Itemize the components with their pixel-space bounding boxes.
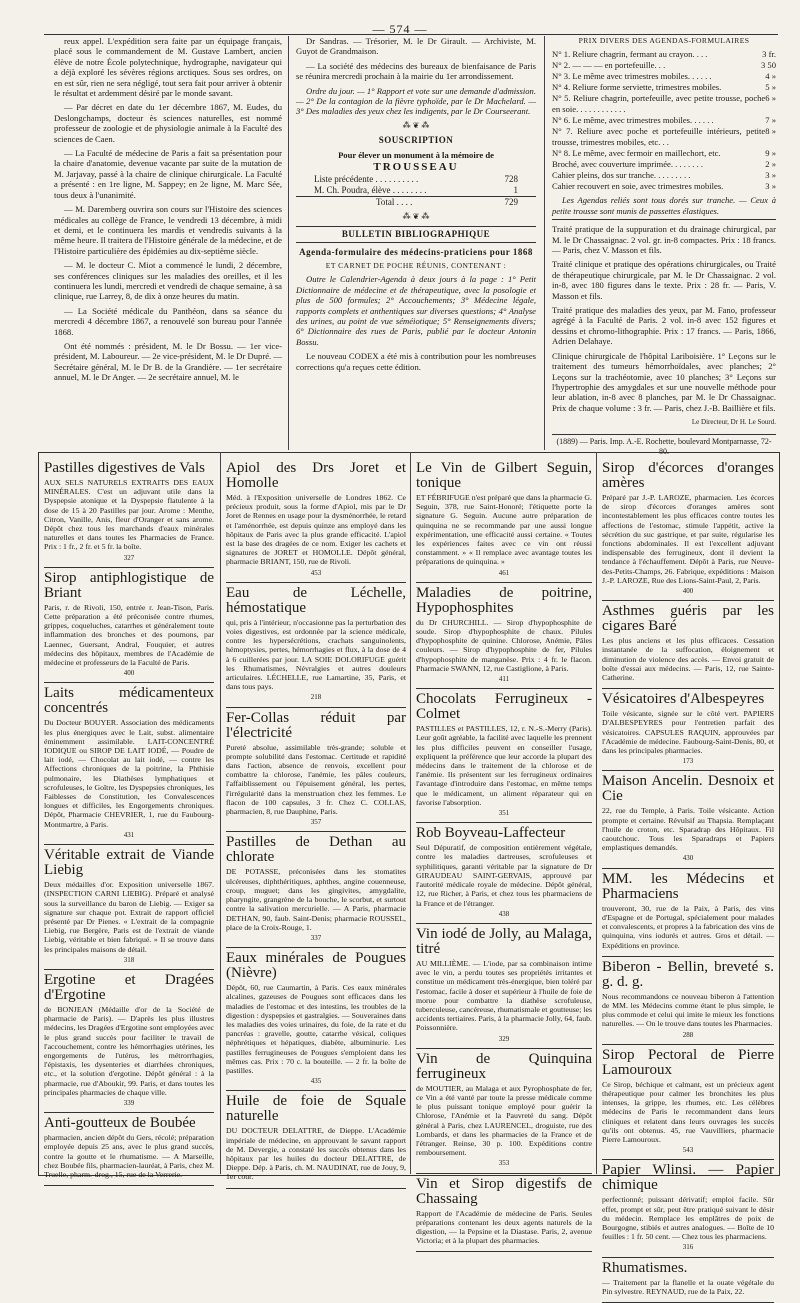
ad-column-1 bbox=[44, 458, 214, 1179]
ad-column-divider bbox=[410, 452, 411, 1174]
ad-number: 329 bbox=[498, 1034, 510, 1043]
ad-body: Seul Dépuratif, de composition entièrement végétale, contre les maladies dartreuses, scrofuleuses et syphilitiques, garanti véritable par la signature de Dr GIRAUDEAU SAINT-GERVAIS, approuvé par l'autorité médicale royale de médecine. Dépôt général, 12, rue Richer, à Paris, et chez tous les pharmaciens de la France et de l'étranger. bbox=[416, 843, 592, 908]
row-label: Broché, avec couverture imprimée. . . . . . . . bbox=[552, 159, 704, 170]
ad-number: 316 bbox=[682, 1243, 694, 1252]
news-paragraph: Ont été nommés : président, M. le Dr Bossu. — 1er vice-président, M. Laboureur. — 2e vice-président, M. le Dr Dupré. — Secrétaire général, M. le Dr B. de la Grandière. — 1er secrétaire annuel, M. le Dr Anger. — 2e secrétaire annuel, M. le bbox=[54, 340, 282, 383]
column-prices bbox=[552, 36, 776, 456]
price-row bbox=[552, 159, 776, 170]
price-row bbox=[552, 170, 776, 181]
ad-body: DU DOCTEUR DELATTRE, de Dieppe. L'Académie impériale de médecine, en approuvant le savant rapport de M. Devergie, a constaté les succès obtenus dans les hôpitaux par les huiles du docteur DELATTRE, de Dieppe. Dép. à Paris, ch. M. NAUDINAT, rue de Jouy, 9, 1er cour. bbox=[226, 1126, 406, 1182]
ad-number: 400 bbox=[123, 669, 135, 678]
ad-body: Dépôt, 60, rue Caumartin, à Paris. Ces eaux minérales alcalines, gazeuses de Pougues sont efficaces dans les maladies de l'estomac et des intestins, les troubles de la digestion : dyspepsies et gastralgies. — Souveraines dans les maladies des voies urinaires, du foie, de la rate et du pancréas : gravelle, goutte, catarrhe vésical, coliques néphrétiques et hépatiques, diabète, albuminurie. Les pastilles ferrugineuses de Pougues s'emploient dans les mêmes cas. Prix : 70 c. la bouteille. — 2 fr. la boîte de pastilles. bbox=[226, 983, 406, 1075]
ad-title: MM. les Médecins et Pharmaciens bbox=[602, 870, 774, 902]
ad-title: Rob Boyveau-Laffecteur bbox=[416, 825, 566, 842]
ad-body: AUX SELS NATURELS EXTRAITS DES EAUX MINÉRALES. C'est un adjuvant utile dans la Dyspepsie atonique et la Dyspepsie flatulente à la dose de 15 à 20 Pastilles par jour. Arome : Menthe, Citron, Vanille, Anis, fleur d'Oranger et sans arome. Dépôt chez tous les marchands d'eaux minérales naturelles et dans toutes les Pharmacies de France. Prix : 1 fr., 2 fr. et 5 fr. la boîte. bbox=[44, 478, 214, 552]
news-paragraph: Ordre du jour. — 1° Rapport et vote sur une demande d'admission. — 2° De la contagion de la fièvre typhoïde, par le Dr Machelard. — 3° Des maladies des yeux chez les indigents, par le Dr Courseerant. bbox=[296, 85, 536, 117]
ad-number: 337 bbox=[310, 933, 322, 942]
imprint-line: (1889) — Paris. Imp. A.-E. Rochette, boulevard Montparnasse, 72-80. bbox=[552, 434, 776, 458]
subscription-row bbox=[296, 174, 536, 184]
agenda-text: Outre le Calendrier-Agenda à deux jours à la page : 1° Petit Dictionnaire de médecine et de thérapeutique, avec la posologie et plus de 500 formules; 2° Accouchements; 3° Médecine légale, rapports complets et anthentiques sur diverses questions; 4° Analyse des urines, au point de vue séméiotique; 5° Renseignements divers; 6° Dictionnaire des rues de Paris, publié par le docteur Antonin Bossu. bbox=[296, 274, 536, 347]
ad-number: 339 bbox=[123, 1098, 135, 1107]
row-label: N° 3. Le même avec trimestres mobiles. . . . . . bbox=[552, 71, 712, 82]
ad-title: Le Vin de Gilbert Seguin, tonique bbox=[416, 460, 592, 491]
ad-body: du Dr CHURCHILL. — Sirop d'hypophosphite de soude. Sirop d'hypophosphite de chaux. Pilules d'hypophosphite de quinine. Chlorose, Anémie, Pâles couleurs. — Sirop d'hypophosphite de fer, Pilules d'hypophosphite de manganèse. Prix : 4 fr. le flacon. Pharmacie SWANN, 12, rue Castiglione, à Paris. bbox=[416, 617, 592, 673]
price-row bbox=[552, 115, 776, 126]
advertisement bbox=[44, 1113, 214, 1186]
ad-body: ET FÉBRIFUGE n'est préparé que dans la pharmacie G. Seguin, 378, rue Saint-Honoré; l'étiquette porte la signature G. Seguin. Aucune autre préparation de quinquina ne se recommande par une aussi longue expérimentation, une efficacité aussi certaine. « Toutes les expériences faites avec ce vin ont réussi constamment. » « Il remplace avec avantage toutes les préparations de quinquina. » bbox=[416, 493, 592, 567]
price-row bbox=[552, 71, 776, 82]
advertisement bbox=[416, 823, 592, 924]
ad-body: perfectionné; puissant dérivatif; emploi facile. Sûr effet, prompt et sûr, peut être pratiqué suivant le désir du médecin. Remplace les emplâtres de poix de Bourgogne, stibiés et autres analogues. — Boîte de 10 feuilles : 1 fr. 50 cent. — Chez tous les pharmaciens. bbox=[602, 1195, 774, 1242]
row-value: 8 » bbox=[765, 126, 776, 137]
ad-number: 173 bbox=[682, 757, 694, 766]
subscription-title: SOUSCRIPTION bbox=[378, 135, 454, 146]
ad-title: Ergotine et Dragées d'Ergotine bbox=[44, 971, 214, 1003]
ad-number: 435 bbox=[310, 1077, 322, 1086]
advertisement bbox=[44, 568, 214, 684]
advertisement bbox=[44, 683, 214, 845]
ad-title: Rhumatismes. bbox=[602, 1259, 688, 1276]
news-paragraph: reux appel. L'expédition sera faite par un équipage français, placé sous le commandement de M. Gustave Lambert, ancien élève de notre École polytechnique, hydrographe, navigateur qui a déjà exploré les sévères régions arctiques. Sous ses ordres, on en est sûr, rien ne sera négligé, tout sera fait pour arriver à obtenir le résultat et ardemment désiré par le monde savant. bbox=[54, 36, 282, 99]
ad-column-3 bbox=[416, 458, 593, 1246]
row-value: 2 » bbox=[765, 159, 776, 170]
advertisement bbox=[602, 869, 774, 957]
advertisement bbox=[602, 771, 774, 868]
row-label: M. Ch. Poudra, élève . . . . . . . . bbox=[314, 184, 427, 195]
column-news-left bbox=[54, 36, 282, 452]
ad-number: 218 bbox=[310, 693, 322, 702]
advertisement bbox=[602, 957, 774, 1045]
advertisement bbox=[602, 1160, 774, 1257]
ad-column-2 bbox=[226, 458, 406, 1182]
ad-number: 353 bbox=[498, 1159, 510, 1168]
subscription-subtitle: Pour élever un monument à la mémoire de bbox=[338, 149, 494, 160]
ad-body: qui, pris à l'intérieur, n'occasionne pas la perturbation des voies digestives, est ordonnée par la science médicale, contre les hypersécrétions, crachats sanguinolents, hémoptysies, pertes, hémorrhagies et flux, à la dose de 4 à 6 cuillerées par jour. LA SOIE DOLORIFUGE guérit les Rhumatismes, Névralgies et autres douleurs articulaires. LÉCHELLE, rue Lamartine, 35, Paris, et dans tous pays. bbox=[226, 617, 406, 692]
prices-note: Les Agendas reliés sont tous dorés sur tranche. — Ceux à petite trousse sont munis de passettes élastiques. bbox=[552, 195, 776, 220]
advertisement bbox=[44, 970, 214, 1113]
ad-number: 318 bbox=[123, 955, 135, 964]
ad-number: 288 bbox=[682, 1030, 694, 1039]
ornament: ⁂ ❦ ⁂ bbox=[402, 211, 430, 221]
advertisement bbox=[416, 1049, 592, 1174]
ad-body: Méd. à l'Exposition universelle de Londres 1862. Ce précieux produit, sous la forme d'Apiol, mis par le Dr Joret de Rennes en usage pour la dysménorrhée, le retard et l'aménorrhée, est depuis quinze ans employé dans les hôpitaux de Paris avec la plus grande efficacité. L'apiol est la base des dragées de ce nom. Exiger les cachets et signatures de JORET et HOMOLLE. Dépôt général, pharmacie BRIANT, 150, rue de Rivoli. bbox=[226, 493, 406, 567]
ad-title: Asthmes guéris par les cigares Baré bbox=[602, 603, 774, 635]
ad-title: Vin et Sirop digestifs de Chassaing bbox=[416, 1175, 592, 1207]
row-value: 3 » bbox=[765, 181, 776, 192]
ad-number: 357 bbox=[310, 818, 322, 827]
ad-body: de MOUTIER, au Malaga et aux Pyrophosphate de fer, ce Vin a été vanté par toute la presse médicale comme le plus puissant tonique employé pour guérir la Chlorose, l'Anémie et la Pauvreté du sang. Dépôt général à Paris, chez LAURENCEL, droguiste, rue des Lombards, et dans les pharmacies de la France et de l'étranger. Reinse, 30 p. 100. Expéditions contre remboursement. bbox=[416, 1083, 592, 1158]
ad-title: Chocolats Ferrugineux - Colmet bbox=[416, 691, 592, 723]
ad-title: Apiol des Drs Joret et Homolle bbox=[226, 460, 406, 491]
advertisement bbox=[416, 924, 592, 1049]
advertisement bbox=[602, 1258, 774, 1303]
news-paragraph: Dr Sandras. — Trésorier, M. le Dr Girault. — Archiviste, M. Guyot de Grandmaison. bbox=[296, 36, 536, 57]
ad-body: 22, rue du Temple, à Paris. Toile vésicante. Action prompte et certaine. Révulsif au Thapsia. Remplaçant l'huile de croton, etc. Sparadrap des Hôpitaux. Fil caoutchouc. Tous les Sparadraps et Papiers emplastiques demandés. bbox=[602, 806, 774, 853]
ad-title: Eaux minérales de Pougues (Nièvre) bbox=[226, 950, 406, 982]
advertisement bbox=[226, 458, 406, 583]
row-value: 9 » bbox=[765, 148, 776, 159]
price-row bbox=[552, 93, 776, 115]
agenda-title: Agenda-formulaire des médecins-praticiens pour 1868 bbox=[299, 246, 533, 257]
row-value: 7 » bbox=[765, 115, 776, 126]
advertisement bbox=[602, 689, 774, 771]
agenda-subtitle: ET CARNET DE POCHE RÉUNIS, CONTENANT : bbox=[325, 260, 507, 270]
ad-title: Sirop d'écorces d'oranges amères bbox=[602, 460, 774, 491]
ad-body: Deux médailles d'or. Exposition universelle 1867. (INSPECTION CARNI LIEBIG). Préparé et analysé sous la surveillance du baron de Liebig. — Exiger sa signature sur chaque pot. Extrait de rapport officiel présenté par Dr Pienes. « L'extrait de la compagnie Liebig, rue Bergère, Paris est de l'extrait de viande Liebig, véritable et bien fabriqué. » Il se trouve dans les principales maisons de détail. bbox=[44, 880, 214, 954]
news-paragraph: — M. Daremberg ouvrira son cours sur l'Histoire des sciences médicales au collège de France, le vendredi 13 décembre, à midi et demi, et le continuera les mardis et vendredis suivants à la même heure. Il traitera de l'Histoire générale de la médecine, et de l'Histoire particulière des épidémies au dix-septième siècle. bbox=[54, 204, 282, 256]
subscription-name: TROUSSEAU bbox=[373, 161, 459, 174]
ad-body: DE POTASSE, préconisées dans les stomatites ulcéreuses, diphthéritiques, aphthes, angine couenneuse, croup, muguet; dans les gingivites, amygdalite, pharyngite, grangrène de la bouche, le scorbut, et surtout contre la salivation mercurielle. — A Paris, pharmacie DETHAN, 90, faub. Saint-Denis; pharmacie ROUSSEL, place de la Croix-Rouge, 1. bbox=[226, 867, 406, 932]
price-row bbox=[552, 126, 776, 148]
news-paragraph: — La Faculté de médecine de Paris a fait sa présentation pour la chaire d'anatomie, devenue vacante par suite de la mutation de M. Jarjavay, passé à la chaire de clinique chirurgicale. La Faculté a présenté : en 1re ligne, M. Sappey; en 2e ligne, M. Marc Sée, tous deux à l'unanimité. bbox=[54, 148, 282, 200]
row-value: 3 » bbox=[765, 170, 776, 181]
ad-title: Papier Wlinsi. — Papier chimique bbox=[602, 1162, 774, 1194]
ad-title: Pastilles digestives de Vals bbox=[44, 460, 205, 476]
news-paragraph: — La société des médecins des bureaux de bienfaisance de Paris se réunira mercredi prochain à la mairie du 1er arrondissement. bbox=[296, 60, 536, 82]
row-label: N° 8. Le même, avec fermoir en maillechort, etc. bbox=[552, 148, 721, 159]
row-label: N° 4. Reliure forme serviette, trimestres mobiles. bbox=[552, 82, 722, 93]
ad-body: Paris, r. de Rivoli, 150, entrée r. Jean-Tison, Paris. Cette préparation a été préconisée contre rhumes, grippes, coqueluches, catarrhes et généralement toute inflammation des bronches et des poumons, par Laennec, Guersant, Andral, Fouquier, et autres médecins des hôpitaux, membres de l'Académie de médecine et professeurs de la Faculté de Paris. bbox=[44, 602, 214, 668]
row-label: N° 5. Reliure chagrin, portefeuille, avec petite trousse, poche en soie. . . . . . . . . . . . bbox=[552, 93, 766, 115]
ad-title: Vin de Quinquina ferrugineux bbox=[416, 1050, 592, 1082]
row-value: 3 50 bbox=[760, 60, 776, 71]
ad-title: Pastilles de Dethan au chlorate bbox=[226, 834, 406, 866]
book-reference: Traité clinique et pratique des opérations chirurgicales, ou Traité de thérapeutique chirurgicale, par M. le Dr Chassaignac. 2 vol. in-8, avec 180 figures dans le texte. Prix : 28 fr. — Paris, V. Masson et fils. bbox=[552, 259, 776, 301]
ad-number: 453 bbox=[310, 568, 322, 577]
ad-title: Laits médicamenteux concentrés bbox=[44, 685, 214, 717]
ad-title: Anti-goutteux de Boubée bbox=[44, 1115, 196, 1132]
price-row bbox=[552, 60, 776, 71]
row-value: 1 bbox=[513, 184, 518, 195]
advertisement bbox=[226, 1091, 406, 1188]
news-paragraph: — Par décret en date du 1er décembre 1867, M. Eudes, du Deslongchamps, docteur ès sciences naturelles, est nommé professeur de zoologie et de physiologie animale à la Faculté des sciences de Caen. bbox=[54, 102, 282, 144]
row-label: N° 2. — — — en portefeuille. . . bbox=[552, 60, 666, 71]
subscription-row bbox=[296, 185, 536, 195]
price-row bbox=[552, 181, 776, 192]
book-reference: Traité pratique des maladies des yeux, par M. Fano, professeur agrégé à la Faculté de Paris. 2 vol. in-8 avec 152 figures et dessins et chromo-lithographie. Prix : 17 francs. — Paris, 1866, Adrien Delahaye. bbox=[552, 305, 776, 347]
advertisement bbox=[416, 689, 592, 823]
subscription-total bbox=[296, 196, 536, 207]
ad-number: 461 bbox=[498, 568, 510, 577]
ad-title: Maison Ancelin. Desnoix et Cie bbox=[602, 773, 774, 805]
ad-column-4 bbox=[602, 458, 774, 1296]
advertisement bbox=[416, 1174, 592, 1253]
column-news-middle bbox=[296, 36, 536, 452]
ad-body: Les plus anciens et les plus efficaces. Cessation instantanée de la suffocation, éloignement et diminution de violence des accès. — Envoi gratuit de boîte d'essai aux médecins. — Paris, 12, rue Sainte-Catherine. bbox=[602, 636, 774, 683]
news-paragraph: — La Société médicale du Panthéon, dans sa séance du mercredi 4 décembre 1867, a renouvelé son bureau pour l'année 1868. bbox=[54, 305, 282, 337]
ad-body: Pureté absolue, assimilable très-grande; soluble et prompte solubilité dans l'estomac. Certitude et rapidité dans l'action, absence de renvois, excellent pour combattre la chlorose, l'anémie, les pâles couleurs, l'affaiblissement ou l'épuisement général, les pertes, l'irrégularité dans la menstruation chez les femmes. Le flacon de 100 capsules, 3 fr. Chez C. COLLAS, pharmacien, 8, rue Dauphine, Paris. bbox=[226, 742, 406, 817]
row-value: 6 » bbox=[765, 93, 776, 104]
header-rule bbox=[44, 34, 778, 35]
ad-title: Vésicatoires d'Albespeyres bbox=[602, 691, 765, 708]
row-value: 3 fr. bbox=[762, 49, 776, 60]
row-value: 729 bbox=[504, 197, 518, 208]
ad-title: Sirop Pectoral de Pierre Lamouroux bbox=[602, 1046, 774, 1078]
ad-body: trouveront, 30, rue de la Paix, à Paris, des vins d'Espagne et de Portugal, spécialement pour malades et convalescents, et propres à la fabrication des vins de quinquina, vins iodurés et autres. Gros et détail. — Expéditions en province. bbox=[602, 903, 774, 950]
ad-body: pharmacien, ancien dépôt du Gers, récolé; préparation employée depuis 25 ans, avec le plus grand succès, contre la goutte et le rhumatisme. — A Marseille, chez Boubée fils, pharmacien-lauréat, à Paris, chez M. Truelle, pharm.-drog., 15, rue de la Verrerie. bbox=[44, 1133, 214, 1179]
advertisement bbox=[226, 948, 406, 1091]
news-paragraph: — M. le docteur C. Miot a commencé le lundi, 2 décembre, ses conférences cliniques sur les maladies des oreilles, et il les continuera les lundi, mercredi et vendredi de chaque semaine, à sa clinique, rue Larrey, 8, de dix à onze heures du matin. bbox=[54, 260, 282, 302]
column-divider bbox=[544, 36, 545, 450]
ad-title: Biberon - Bellin, breveté s. g. d. g. bbox=[602, 958, 774, 990]
row-label: Liste précédente . . . . . . . . . . bbox=[314, 174, 419, 185]
advertisement bbox=[226, 832, 406, 948]
ad-title: Fer-Collas réduit par l'électricité bbox=[226, 709, 406, 741]
row-value: 728 bbox=[504, 174, 518, 185]
row-label: Cahier pleins, dos sur tranche. . . . . . . . . bbox=[552, 170, 691, 181]
price-row bbox=[552, 49, 776, 60]
ad-body: Toile vésicante, signée sur le côté vert. PAPIERS D'ALBESPEYRES pour l'entretien parfait des vésicatoires. CAPSULES RAQUIN, approuvées par l'Académie de médecine. Faubourg-Saint-Denis, 80, et dans les principales pharmacies. bbox=[602, 709, 774, 756]
row-label: N° 7. Reliure avec poche et portefeuille intérieurs, petite trousse, trimestres mobiles, etc. . . bbox=[552, 126, 766, 148]
advertisement bbox=[416, 583, 592, 689]
row-value: 5 » bbox=[765, 82, 776, 93]
ad-column-divider bbox=[596, 452, 597, 1174]
ad-body: Préparé par J.-P. LAROZE, pharmacien. Les écorces de sirop d'écorces d'oranges amères sont incontestablement les plus efficaces contre toutes les affections de l'estomac, stimule l'appétit, active la sécrétion du suc gastrique, et par suite, régularise les fonctions abdominales. Il est l'excellent adjuvant indispensable des ferrugineux, dont il devient la tendance à l'échauffement. Dépôt à Paris, rue Neuve-des-Petits-Champs, 26. Fabrique, expéditions : Maison J.-P. LAROZE, Rue des Lions-Saint-Paul, 2, Paris. bbox=[602, 493, 774, 585]
ad-body: AU MILLIÈME. — L'iode, par sa combinaison intime avec le vin, a perdu toutes ses propriétés irritantes et constitue un médicament très-énergique, bien toléré par l'estomac, facile à doser et supérieur à l'huile de foie de morue pour combattre la diathèse scrofuleuse, tuberculeuse, cancéreuse, rhumatismale et goutteuse; les accidents tertiaires. Paris, à la pharmacie Jolly, 64, faub. Poissonnière. bbox=[416, 958, 593, 1033]
page-number: — 574 — bbox=[372, 22, 428, 36]
advertisement bbox=[226, 583, 406, 708]
ad-body: Rapport de l'Académie de médecine de Paris. Seules préparations contenant les deux agents naturels de la digestion, — la Pepsine et la Diastase. Paris, 2, avenue Victoria; et à la plupart des pharmacies. bbox=[416, 1208, 592, 1246]
row-label: N° 6. Le même, avec trimestres mobiles. . . . . . bbox=[552, 115, 714, 126]
price-row bbox=[552, 82, 776, 93]
editor-signature: Le Directeur, Dr H. Le Sourd. bbox=[691, 418, 776, 427]
ad-title: Sirop antiphlogistique de Briant bbox=[44, 569, 214, 601]
ad-number: 543 bbox=[682, 1146, 694, 1155]
ad-number: 430 bbox=[682, 854, 694, 863]
row-label: Total . . . . bbox=[376, 197, 413, 208]
book-reference: Traité pratique de la suppuration et du drainage chirurgical, par M. le Dr Chassaignac. 2 vol. gr. in-8 compactes. Prix : 18 francs. — Paris, chez V. Masson et fils. bbox=[552, 224, 776, 256]
ad-body: Nous recommandons ce nouveau biberon à l'attention de MM. les Médecins comme étant le plus simple, le plus commode et celui qui imite le mieux les fonctions naturelles. — On le trouve dans toutes les Pharmacies. bbox=[602, 991, 774, 1029]
ad-number: 400 bbox=[682, 587, 694, 596]
ad-body: — Traitement par la flanelle et la ouate végétale du Pin sylvestre. REYNAUD, rue de la Paix, 22. bbox=[602, 1277, 774, 1296]
ad-number: 411 bbox=[498, 675, 510, 684]
ad-body: Du Docteur BOUYER. Association des médicaments les plus énergiques avec le Lait, subst. alimentaire éminemment assimilable. LAIT-CONCENTRÉ IODIQUE ou SIROP DE LAIT IODÉ, — Poudre de lait iodé, — Chocolat au lait iodé, — contre les Affections chroniques de la poitrine, la Phthisie pulmonaire, les Diathèses lymphatiques et scrofuleuses, le Goître, les Dyspepsies chroniques, les Faiblesses de Constitution, les Convalescences longues et difficiles, les Engorgements chroniques. Dépôt, Pharmacie CHEVRIER, 1, rue du Faubourg-Montmartre, à Paris. bbox=[44, 718, 214, 829]
book-reference: Clinique chirurgicale de l'hôpital Lariboisière. 1° Leçons sur le traitement des tumeurs hémorrhoïdales, avec planches; 2° Leçons sur la trachéotomie, avec 10 planches; 3° Leçons sur l'hypertrophie des amygdales et sur une nouvelle méthode pour leur ablation, in-8 avec 8 planches, par M. le Dr Chassaignac. Prix de chaque volume : 3 fr. — Paris, chez J.-B. Baillière et fils. bbox=[552, 350, 776, 413]
ad-title: Vin iodé de Jolly, au Malaga, titré bbox=[416, 925, 592, 957]
ad-number: 438 bbox=[498, 909, 510, 918]
ad-title: Véritable extrait de Viande Liebig bbox=[44, 847, 214, 879]
advertisement bbox=[602, 458, 774, 601]
row-value: 4 » bbox=[765, 71, 776, 82]
ad-number: 327 bbox=[123, 553, 135, 562]
column-divider bbox=[288, 36, 289, 450]
advertisement bbox=[602, 1045, 774, 1161]
advertisement bbox=[602, 601, 774, 689]
ad-number: 431 bbox=[123, 830, 135, 839]
advertisement bbox=[416, 458, 592, 583]
ad-column-divider bbox=[220, 452, 221, 1174]
agenda-text: Le nouveau CODEX a été mis à contribution pour les nombreuses corrections qu'a reçues cette édition. bbox=[296, 351, 536, 372]
ad-number: 351 bbox=[498, 809, 510, 818]
row-label: N° 1. Reliure chagrin, fermant au crayon. . . . bbox=[552, 49, 708, 60]
advertisement bbox=[44, 845, 214, 970]
advertisement bbox=[44, 458, 214, 568]
bulletin-title: BULLETIN BIBLIOGRAPHIQUE bbox=[296, 226, 536, 242]
ad-title: Maladies de poitrine, Hypophosphites bbox=[416, 584, 592, 616]
prices-title: PRIX DIVERS DES AGENDAS-FORMULAIRES bbox=[578, 36, 750, 45]
row-label: Cahier recouvert en soie, avec trimestres mobiles. bbox=[552, 181, 724, 192]
ornament: ⁂ ❦ ⁂ bbox=[402, 120, 430, 130]
advertisement bbox=[226, 708, 406, 833]
ad-body: Ce Sirop, béchique et calmant, est un précieux agent thérapeutique pour calmer les bronchites les plus intenses, la grippe, les rhumes, etc. Les célèbres médecins de Paris le recommandent dans leurs cliniques et relatent dans leurs ouvrages les succès qu'ils ont obtenus. 45, rue Vauvilliers, pharmacie Pierre Lamouroux. bbox=[602, 1079, 774, 1144]
ad-body: PASTILLES et PASTILLES, 12, r. N.-S.-Merry (Paris). Leur goût agréable, la facilité avec laquelle les prennent les plus difficiles peuvent en conseiller l'usage, expliquent la préférence que leur accorde la plupart des médecins dans le traitement de la chlorose et de l'anémie. Ils présentent sur les ferrugineux ordinaires l'avantage d'introduire dans l'estomac, en même temps que le médicament, un aliment réparateur qui en favorise l'absorption. bbox=[416, 724, 592, 807]
ad-body: de BONJEAN (Médaille d'or de la Société de pharmacie de Paris). — D'après les plus illustres médecins, les Dragées d'Ergotine sont employées avec le plus grand succès pour faciliter le travail de l'accouchement, contre les hémorrhagies utérines, les engorgements de l'utérus, les métrorrhagies, l'épistaxis, les dysenteries et diarrhées chroniques, etc., et la solution d'ergotine. Dépôt général : à la pharmacie, rue d'Aboukir, 99. Paris, et dans toutes les principales pharmacies de chaque ville. bbox=[44, 1004, 214, 1097]
ad-title: Eau de Léchelle, hémostatique bbox=[226, 584, 406, 616]
ad-title: Huile de foie de Squale naturelle bbox=[226, 1093, 406, 1125]
price-row bbox=[552, 148, 776, 159]
